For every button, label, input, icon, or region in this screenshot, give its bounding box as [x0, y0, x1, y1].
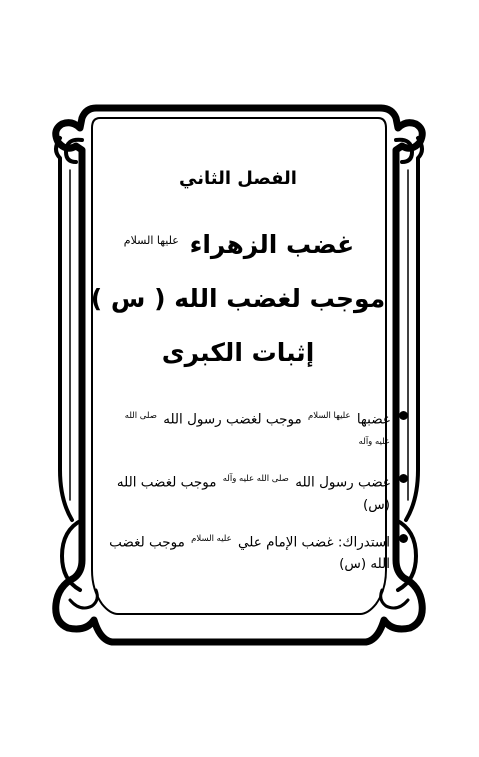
list-item-text: غضب رسول الله — [295, 474, 390, 491]
honorific-mark: عليه السلام — [191, 533, 232, 544]
title-line-3: إثبات الكبرى — [161, 338, 315, 367]
title-line-1 — [78, 230, 398, 259]
list-item-text: موجب لغضب الله (س) — [116, 474, 390, 513]
honorific-mark: صلى الله عليه وآله — [124, 411, 390, 447]
list-item-text: موجب لغضب الله (س) — [109, 534, 390, 572]
chapter-label: الفصل الثاني — [179, 168, 297, 189]
topics-list — [108, 405, 408, 587]
title-line-2: موجب لغضب الله ( س ) — [90, 284, 386, 313]
list-item-text: غضبها — [356, 411, 390, 428]
honorific-mark: عليها السلام — [307, 411, 351, 421]
bullet-icon — [399, 534, 408, 543]
list-item — [108, 528, 408, 576]
honorific-mark: عليها السلام — [123, 233, 179, 247]
list-item-text: استدراك: غضب الإمام علي — [238, 534, 390, 550]
bullet-icon — [399, 411, 408, 420]
list-item — [108, 405, 408, 456]
title-line-1-text: غضب الزهراء — [189, 230, 355, 259]
honorific-mark: صلى الله عليه وآله — [222, 474, 289, 484]
list-item — [108, 468, 408, 516]
list-item-text: موجب لغضب رسول الله — [163, 411, 302, 428]
bullet-icon — [399, 474, 408, 483]
